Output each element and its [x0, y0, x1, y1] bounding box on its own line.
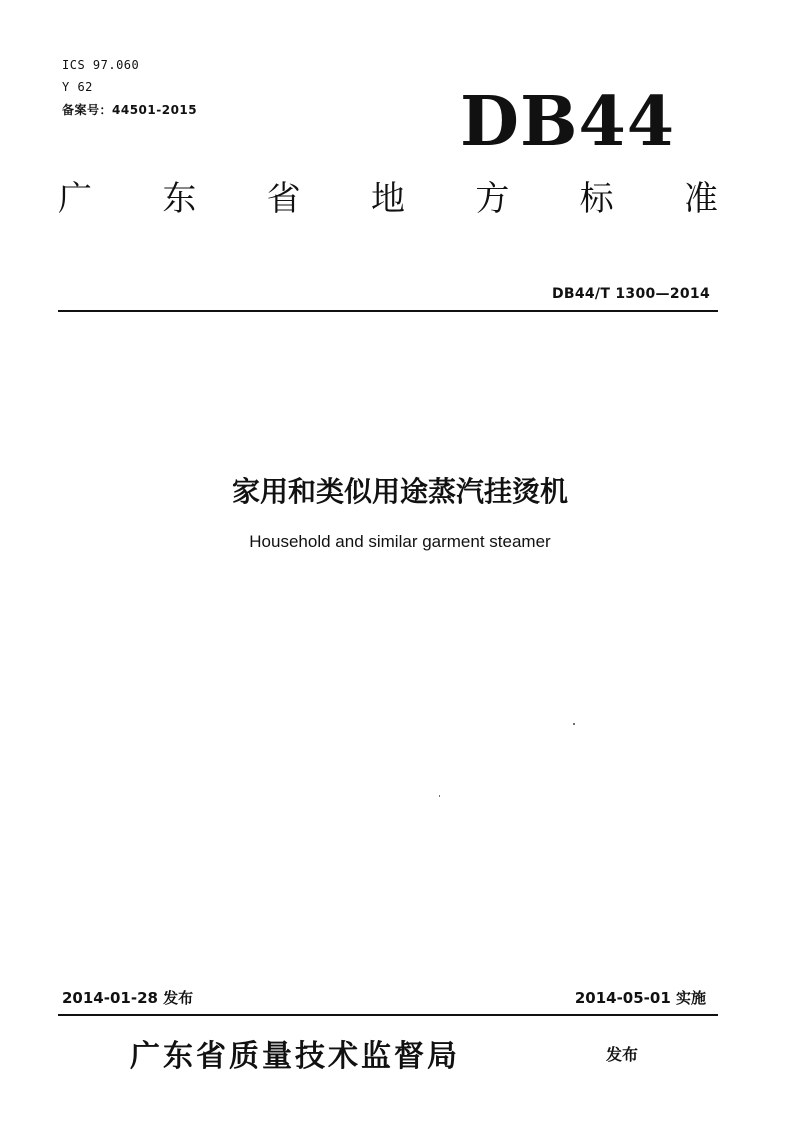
- title-char: 东: [162, 179, 197, 219]
- scan-speck: [439, 795, 440, 797]
- document-title-english: Household and similar garment steamer: [249, 532, 551, 551]
- title-char: 准: [683, 179, 718, 219]
- ccs-code: Y 62: [62, 80, 93, 94]
- title-char: 地: [370, 179, 405, 219]
- title-char: 方: [475, 179, 510, 219]
- standard-code-logo: DB44: [460, 82, 676, 162]
- issue-label: 发布: [606, 1045, 639, 1064]
- record-number: 备案号：44501-2015: [62, 103, 198, 117]
- bottom-divider: [58, 1014, 718, 1016]
- standard-type-title: [58, 179, 718, 219]
- title-char: 标: [579, 179, 614, 219]
- title-char: 广: [58, 179, 92, 219]
- ics-code: ICS 97.060: [62, 58, 140, 72]
- top-divider: [58, 310, 718, 312]
- scan-speck: [573, 723, 575, 725]
- implementation-date: 2014-05-01 实施: [574, 989, 706, 1007]
- standard-number: DB44/T 1300—2014: [551, 286, 710, 302]
- issuing-authority: 广东省质量技术监督局: [130, 1039, 460, 1074]
- title-char: 省: [266, 179, 301, 219]
- issue-date: 2014-01-28 发布: [62, 989, 194, 1007]
- document-title-chinese: 家用和类似用途蒸汽挂烫机: [231, 475, 568, 508]
